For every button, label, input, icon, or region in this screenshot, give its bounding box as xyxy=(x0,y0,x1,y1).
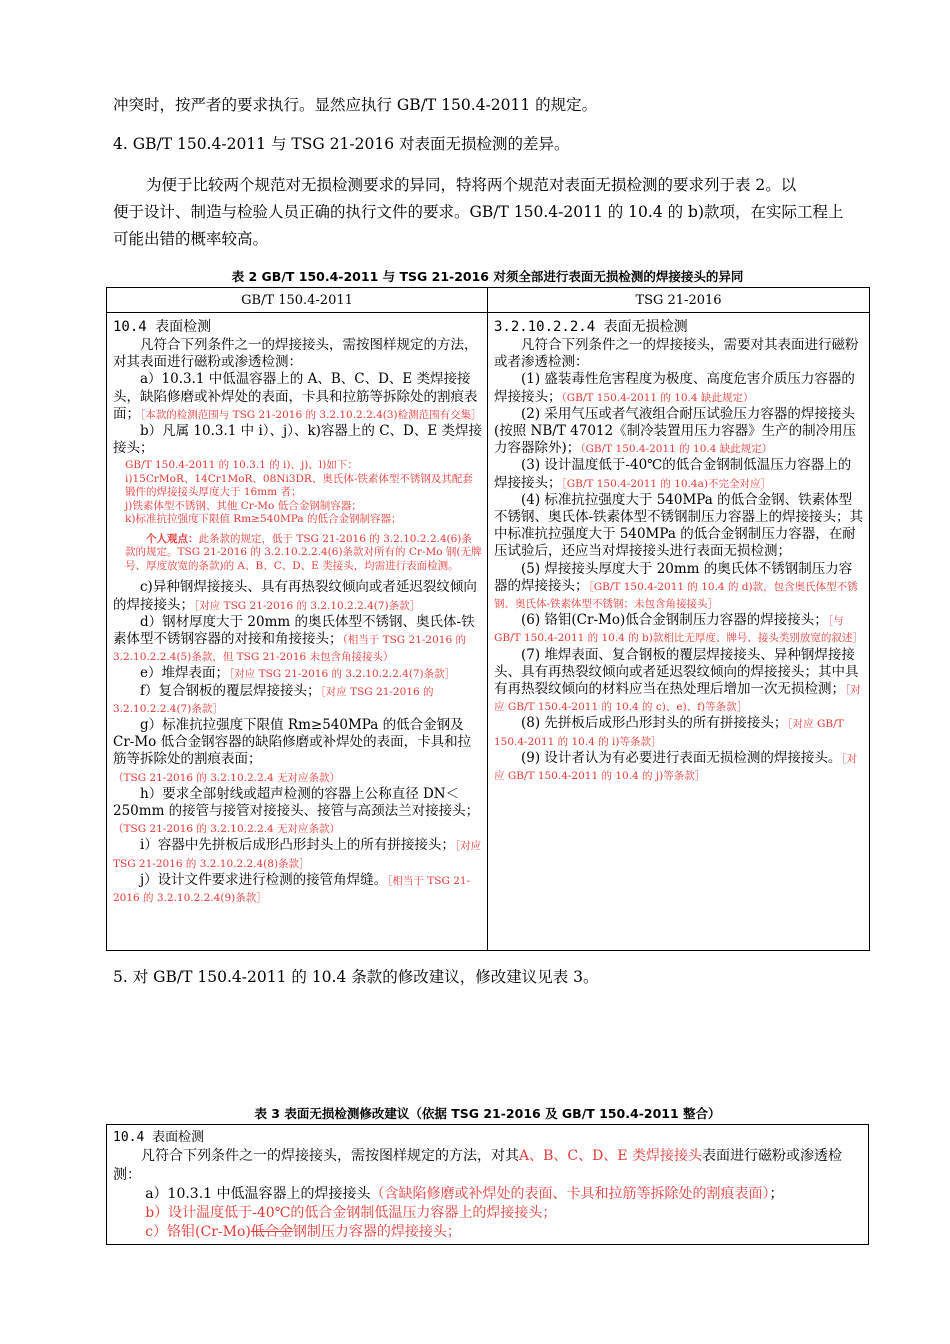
gbt-item-a-note: ［本款的检测范围与 TSG 21-2016 的 3.2.10.2.2.4(3)检测范围有交集］ xyxy=(140,408,482,421)
column-header-gbt: GB/T 150.4-2011 xyxy=(107,288,488,313)
tsg-item-6: (6) 铬钼(Cr-Mo)低合金钢制压力容器的焊接接头；［与 GB/T 150.4-2011 的 10.4 的 b)款相比无厚度、牌号、接头类别放宽的叙述］ xyxy=(494,612,863,645)
table3-caption: 表 3 表面无损检测修改建议（依据 TSG 21-2016 及 GB/T 150.4-2011 整合） xyxy=(254,1106,721,1121)
intro-line: 冲突时，按严者的要求执行。显然应执行 GB/T 150.4-2011 的规定。 xyxy=(113,96,598,114)
gbt-item-d-note: （相当于 TSG 21-2016 的 3.2.10.2.2.4(5)条款，但 TSG 21-2016 未包含角接接头） xyxy=(113,634,466,664)
t3-item-c: c）铬钼(Cr-Mo)低合金钢制压力容器的焊接接头； xyxy=(145,1224,461,1240)
gbt-item-e-note: ［对应 TSG 21-2016 的 3.2.10.2.2.4(7)条款］ xyxy=(229,668,456,681)
section-heading-4: 4. GB/T 150.4-2011 与 TSG 21-2016 对表面无损检测的差异。 xyxy=(113,135,570,153)
gbt-item-i-note: ［对应 TSG 21-2016 的 3.2.10.2.2.4(8)条款］ xyxy=(113,840,482,870)
gbt-item-f: f）复合钢板的覆层焊接接头；［对应 TSG 21-2016 的 3.2.10.2.2.4(7)条款］ xyxy=(113,682,434,715)
tsg-section-title: 3.2.10.2.2.4 表面无损检测 xyxy=(494,319,688,335)
tsg-item-3: (3) 设计温度低于-40℃的低合金钢制低温压力容器上的焊接接头；［GB/T 150.4-2011 的 10.4a)不完全对应］ xyxy=(494,457,852,491)
gbt-section-title: 10.4 表面检测 xyxy=(113,319,212,335)
paragraph-line: 为便于比较两个规范对无损检测要求的异同，特将两个规范对表面无损检测的要求列于表 2。以 xyxy=(146,176,797,194)
gbt-item-h-note: （TSG 21-2016 的 3.2.10.2.2.4 无对应条款） xyxy=(113,823,341,836)
table2-caption: 表 2 GB/T 150.4-2011 与 TSG 21-2016 对须全部进行表面无损检测的焊接接头的异同 xyxy=(231,269,744,284)
gbt-item-b: b）凡属 10.3.1 中 i）、j）、k)容器上的 C、D、E 类焊接接头； xyxy=(113,423,482,457)
tsg-item-6-note: ［与 GB/T 150.4-2011 的 10.4 的 b)款相比无厚度、牌号、接头类别放宽的叙述］ xyxy=(494,615,863,645)
tsg-item-5: (5) 焊接接头厚度大于 20mm 的奥氏体不锈钢制压力容器的焊接接头；［GB/T 150.4-2011 的 10.4 的 d)款，包含奥氏体型不锈钢、奥氏体-铁素体型不锈钢；未包含角接接头］ xyxy=(494,560,858,611)
tsg-item-2: (2) 采用气压或者气液组合耐压试验压力容器的焊接接头(按照 NB/T 47012《制冷装置用压力容器》生产的制冷用压力容器除外)；（GB/T 150.4-2011 的 10.4 缺此规定） xyxy=(494,405,857,457)
tsg-item-7-note: ［对应 GB/T 150.4-2011 的 10.4 的 c)、e)、f)等条款］ xyxy=(494,684,861,714)
t3-section-title: 10.4 表面检测 xyxy=(113,1130,205,1145)
tsg-item-9: (9) 设计者认为有必要进行表面无损检测的焊接接头。［对应 GB/T 150.4-2011 的 10.4 的 j)等条款］ xyxy=(494,749,858,783)
gbt-item-i: i）容器中先拼板后成形凸形封头上的所有拼接接头；［对应 TSG 21-2016 的 3.2.10.2.2.4(8)条款］ xyxy=(113,837,482,870)
column-header-tsg: TSG 21-2016 xyxy=(488,288,870,313)
gbt-item-d: d）钢材厚度大于 20mm 的奥氏体型不锈钢、奥氏体-铁素体型不锈钢容器的对接和角接接头；（相当于 TSG 21-2016 的 3.2.10.2.2.4(5)条款，但 TSG 21-2016 未包含角接接头） xyxy=(113,613,475,664)
gbt-item-c-note: ［对应 TSG 21-2016 的 3.2.10.2.2.4(7)条款］ xyxy=(194,599,421,612)
tsg-item-5-note: ［GB/T 150.4-2011 的 10.4 的 d)款，包含奥氏体型不锈钢、奥氏体-铁素体型不锈钢；未包含角接接头］ xyxy=(494,580,858,611)
t3-item-a: a）10.3.1 中低温容器上的焊接接头（含缺陷修磨或补焊处的表面、卡具和拉筋等拆除处的割痕表面）； xyxy=(145,1186,784,1202)
gbt-item-f-note: ［对应 TSG 21-2016 的 3.2.10.2.2.4(7)条款］ xyxy=(113,685,434,715)
tsg-item-1: (1) 盛装毒性危害程度为极度、高度危害介质压力容器的焊接接头；（GB/T 150.4-2011 的 10.4 缺此规定） xyxy=(494,371,855,405)
gbt-item-b-note: GB/T 150.4-2011 的 10.3.1 的 i)、j)、l)如下： i)15CrMoR、14Cr1MoR、08Ni3DR、奥氏体-铁素体型不锈钢及其配套锻件的焊接接头厚度大于 16mm 者； j)铁素体型不锈钢、其他 Cr-Mo 低合金钢制容器； k)标准抗拉强度下限值 Rm≥540MPa 的低合金钢制容器； 个人观点：此条款的规定，低于 TSG 21-2016 的 3.2.10.2.2.4(6)条款的规定。TSG 21-2016 的 3.2.10.2.2.4(6)条款对所有的 Cr-Mo 钢(无牌号、厚度放宽的条款)的 A、B、C、D、E 类接头，均需进行表面检测。 xyxy=(125,459,482,572)
tsg-item-7: (7) 堆焊表面、复合钢板的覆层焊接接头、异种钢焊接接头、具有再热裂纹倾向或者延迟裂纹倾向的焊接接头；其中具有再热裂纹倾向的材料应当在热处理后增加一次无损检测；［对应 GB/T 150.4-2011 的 10.4 的 c)、e)、f)等条款］ xyxy=(494,646,861,714)
tsg-lead: 凡符合下列条件之一的焊接接头，需要对其表面进行磁粉或者渗透检测： xyxy=(494,337,859,371)
gbt-cell xyxy=(107,313,488,951)
tsg-item-1-note: （GB/T 150.4-2011 的 10.4 缺此规定） xyxy=(561,391,754,404)
gbt-item-c: c)异种钢焊接接头、具有再热裂纹倾向或者延迟裂纹倾向的焊接接头；［对应 TSG 21-2016 的 3.2.10.2.2.4(7)条款］ xyxy=(113,579,477,613)
tsg-item-8-note: ［对应 GB/T 150.4-2011 的 10.4 的 i)等条款］ xyxy=(494,718,844,748)
comparison-table xyxy=(106,287,870,951)
tsg-item-4: (4) 标准抗拉强度大于 540MPa 的低合金钢、铁素体型不锈钢、奥氏体-铁素体型不锈钢制压力容器上的焊接接头；其中标准抗拉强度大于 540MPa 的低合金钢制压力容器，在耐压试验后，还应当对焊接接头进行表面无损检测； xyxy=(494,491,864,560)
tsg-item-8: (8) 先拼板后成形凸形封头的所有拼接接头；［对应 GB/T 150.4-2011 的 10.4 的 i)等条款］ xyxy=(494,715,844,748)
gbt-item-e: e）堆焊表面；［对应 TSG 21-2016 的 3.2.10.2.2.4(7)条款］ xyxy=(140,665,456,682)
gbt-item-j: j）设计文件要求进行检测的接管角焊缝。［相当于 TSG 21-2016 的 3.2.10.2.2.4(9)条款］ xyxy=(113,871,471,905)
suggestion-cell xyxy=(107,1125,869,1245)
gbt-item-g-note: （TSG 21-2016 的 3.2.10.2.2.4 无对应条款） xyxy=(113,771,341,784)
tsg-item-2-note: （GB/T 150.4-2011 的 10.4 缺此规定） xyxy=(580,443,773,456)
tsg-cell xyxy=(488,313,870,951)
paragraph-line: 便于设计、制造与检验人员正确的执行文件的要求。GB/T 150.4-2011 的 10.4 的 b)款项，在实际工程上 xyxy=(113,203,844,221)
gbt-item-j-note: ［相当于 TSG 21-2016 的 3.2.10.2.2.4(9)条款］ xyxy=(113,874,471,905)
suggestion-table xyxy=(106,1124,869,1245)
gbt-lead: 凡符合下列条件之一的焊接接头，需按图样规定的方法，对其表面进行磁粉或渗透检测： xyxy=(113,337,478,371)
tsg-item-9-note: ［对应 GB/T 150.4-2011 的 10.4 的 j)等条款］ xyxy=(494,752,858,783)
gbt-item-h: h）要求全部射线或超声检测的容器上公称直径 DN＜250mm 的接管与接管对接接头、接管与高颈法兰对接接头；（TSG 21-2016 的 3.2.10.2.2.4 无对应条款） xyxy=(113,785,480,836)
paragraph-line: 可能出错的概率较高。 xyxy=(113,230,269,248)
gbt-item-g: g）标准抗拉强度下限值 Rm≥540MPa 的低合金钢及 Cr-Mo 低合金钢容器的缺陷修磨或补焊处的表面，卡具和拉筋等拆除处的割痕表面；（TSG 21-2016 的 3.2.10.2.2.4 无对应条款） xyxy=(113,717,472,784)
gbt-item-a: a）10.3.1 中低温容器上的 A、B、C、D、E 类焊接接头，缺陷修磨或补焊处的表面，卡具和拉筋等拆除处的割痕表面；［本款的检测范围与 TSG 21-2016 的 3.2.10.2.2.4(3)检测范围有交集］ xyxy=(113,371,482,422)
tsg-item-3-note: ［GB/T 150.4-2011 的 10.4a)不完全对应］ xyxy=(561,477,771,490)
section-heading-5: 5. 对 GB/T 150.4-2011 的 10.4 条款的修改建议，修改建议见表 3。 xyxy=(113,968,599,986)
t3-lead: 凡符合下列条件之一的焊接接头，需按图样规定的方法，对其A、B、C、D、E 类焊接接头表面进行磁粉或渗透检测： xyxy=(113,1148,843,1183)
t3-item-b: b）设计温度低于-40℃的低合金钢制低温压力容器上的焊接接头； xyxy=(145,1205,557,1221)
